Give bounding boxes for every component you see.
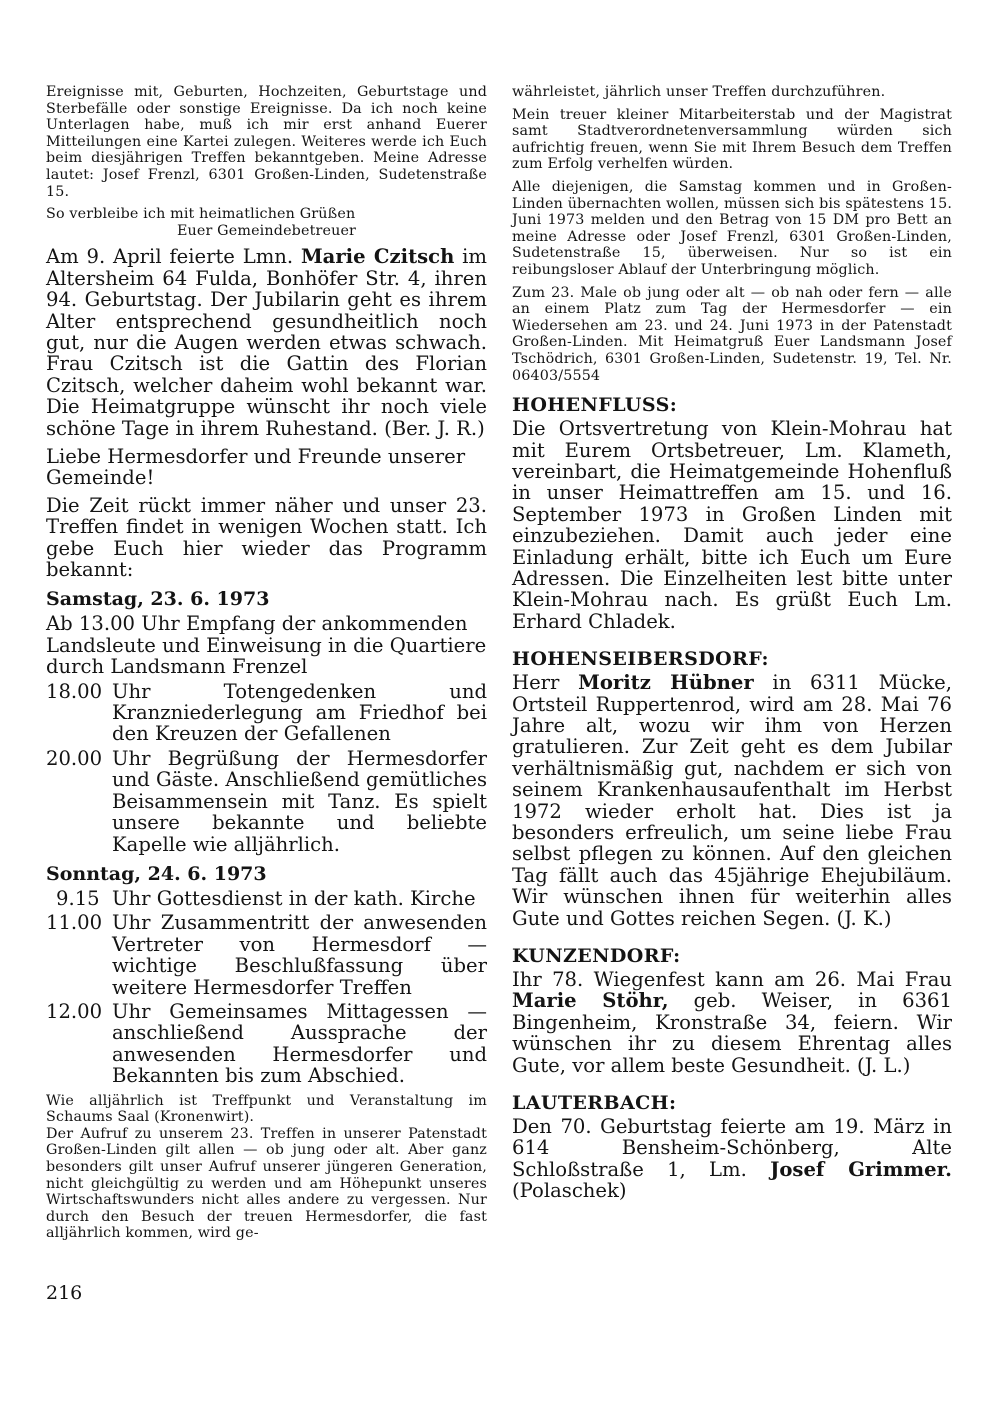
saturday-first-item: Ab 13.00 Uhr Empfang der ankommenden Landsleute und Einweisung in die Quartiere durch Landsmann Frenzel [46,612,487,679]
paragraph-ereignisse: Ereignisse mit, Geburten, Hochzeiten, Geburtstage und Sterbefälle oder sonstige Ereignisse. Da ich noch keine Unterlagen habe, muß ich mir erst anhand Euerer Mitteilungen eine Kartei zulegen. Weiteres werde ich Euch beim diesjährigen Treffen bekanntgeben. Meine Adresse lautet: Josef Frenzl, 6301 Großen-Linden, Sudetenstraße 15. [46,84,487,200]
right-column [512,84,952,1202]
paragraph-saal: Wie alljährlich ist Treffpunkt und Veranstaltung im Schaums Saal (Kronenwirt). [46,1092,487,1126]
program-intro: Die Zeit rückt immer näher und unser 23. Treffen findet in wenigen Wochen statt. Ich gebe Euch hier wieder das Programm bekannt: [46,493,487,582]
schedule-text: Uhr Gottesdienst in der kath. Kirche [112,886,476,910]
schedule-time: 20.00 [46,746,103,770]
salutation: Liebe Hermesdorfer und Freunde unserer Gemeinde! [46,445,466,490]
section-heading-kunzendorf: KUNZENDORF: [512,945,681,968]
saturday-heading: Samstag, 23. 6. 1973 [46,588,270,611]
person-name: Josef Grimmer. [770,1157,952,1181]
schedule-text: Uhr Gemeinsames Mittagessen — anschließend Aussprache der anwesenden Hermesdorfer und Bekannten bis zum Abschied. [112,999,487,1088]
page-number: 216 [46,1282,83,1304]
paragraph-anmeldung: Alle diejenigen, die Samstag kommen und in Großen-Linden übernachten wollen, müssen sich bis spätestens 15. Juni 1973 melden und den Betrag von 15 DM pro Bett an meine Adresse oder Josef Frenzl, 6301 Großen-Linden, Sudetenstraße 15, überweisen. Nur so ist ein reibungsloser Ablauf der Unterbringung möglich. [512,178,953,278]
paragraph-mitarbeiterstab: Mein treuer kleiner Mitarbeiterstab und der Magistrat samt Stadtverordnetenversammlung würden sich aufrichtig freuen, wenn Sie mit Ihrem Besuch dem Treffen zum Erfolg verhelfen würden. [512,106,952,173]
person-name: Moritz Hübner [578,671,754,695]
section-heading-lauterbach: LAUTERBACH: [512,1092,677,1115]
article-kunzendorf: Ihr 78. Wiegenfest kann am 26. Mai Frau Marie Stöhr, geb. Weiser, in 6361 Bingenheim, Kronstraße 34, feiern. Wir wünschen ihr zu diesem Ehrentag alles Gute, vor allem beste Gesundheit. (J. L.) [512,968,952,1077]
section-heading-hohenseibersdorf: HOHENSEIBERSDORF: [512,648,769,671]
schedule-time: 18.00 [46,679,103,703]
person-name: Marie Stöhr, [512,989,669,1013]
schedule-text: Uhr Begrüßung der Hermesdorfer und Gäste. Anschließend gemütliches Beisammensein mit Tanz. Es spielt unsere bekannte und beliebte Kapelle wie alljährlich. [112,746,487,856]
schedule-time: 11.00 [46,911,103,935]
left-column [46,84,487,1242]
schedule-text: Uhr Totengedenken und Kranzniederlegung am Friedhof bei den Kreuzen der Gefallenen [112,679,487,746]
schedule-item [46,748,487,855]
sunday-heading: Sonntag, 24. 6. 1973 [46,862,267,885]
paragraph-aufruf: Der Aufruf zu unserem 23. Treffen in unserer Patenstadt Großen-Linden gilt allen — ob jung oder alt. Aber ganz besonders gilt unser Aufruf unserer jüngeren Generation, nicht gleichgültig zu werden und am Höhepunkt unseres Wirtschaftswunders nicht alles andere zu vergessen. Nur durch den Besuch der treuen Hermesdorfer, die fast alljährlich kommen, wird ge- [46,1125,487,1242]
section-heading-hohenfluss: HOHENFLUSS: [512,394,678,417]
schedule-time: 9.15 [56,886,100,910]
schedule-item [46,912,487,998]
closing-greeting: So verbleibe ich mit heimatlichen Grüßen [46,206,356,223]
person-name: Marie Czitsch [300,245,455,269]
schedule-item [46,681,487,745]
closing-signature: Euer Gemeindebetreuer [176,222,357,239]
article-hohenfluss: Die Ortsvertretung von Klein-Mohrau hat mit Eurem Ortsbetreuer, Lm. Klameth, vereinbart, die Heimatgemeinde Hohenfluß in unser Heimattreffen am 15. und 16. September 1973 in Großen Linden mit einzubeziehen. Damit auch jeder eine Einladung erhält, bitte ich Euch um Eure Adressen. Die Einzelheiten lest bitte unter Klein-Mohrau nach. Es grüßt Euch Lm. Erhard Chladek. [512,417,952,633]
paragraph-aufruf-wiedersehen: Zum 23. Male ob jung oder alt — ob nah oder fern — alle an einem Platz zum Tag der Hermesdorfer — ein Wiedersehen am 23. und 24. Juni 1973 in der Patenstadt Großen-Linden. Mit Heimatgruß Euer Landsmann Josef Tschödrich, 6301 Großen-Linden, Sudetenstr. 19, Tel. Nr. 06403/5554 [512,284,952,384]
schedule-item [46,1001,487,1087]
paragraph-continuation: währleistet, jährlich unser Treffen durchzuführen. [512,84,886,100]
schedule-time: 12.00 [46,999,103,1023]
article-hohenseibersdorf: Herr Moritz Hübner in 6311 Mücke, Ortsteil Ruppertenrod, wird am 28. Mai 76 Jahre alt, wozu wir ihm von Herzen gratulieren. Zur Zeit geht es dem Jubilar verhältnismäßig gut, nachdem er sich von seinem Krankenhausaufenthalt im Herbst 1972 wieder erholt hat. Dies ist ja besonders erfreulich, um seine liebe Frau selbst pflegen zu können. Auf den gleichen Tag fällt auch das 45jährige Ehejubiläum. Wir wünschen ihnen für weiterhin alles Gute und Gottes reichen Segen. (J. K.) [512,671,952,930]
article-czitsch: Am 9. April feierte Lmn. Marie Czitsch im Altersheim 64 Fulda, Bonhöfer Str. 4, ihren 94. Geburtstag. Der Jubilarin geht es ihrem Alter entsprechend gesundheitlich noch gut, nur die Augen werden etwas schwach. Frau Czitsch ist die Gattin des Florian Czitsch, welcher daheim wohl bekannt war. Die Heimatgruppe wünscht ihr noch viele schöne Tage in ihrem Ruhestand. (Ber. J. R.) [46,245,488,440]
schedule-text: Uhr Zusammentritt der anwesenden Vertreter von Hermesdorf — wichtige Beschlußfassung über weitere Hermesdorfer Treffen [112,911,487,999]
schedule-item [46,888,487,909]
article-lauterbach: Den 70. Geburtstag feierte am 19. März in 614 Bensheim-Schönberg, Alte Schloßstraße 1, Lm. Josef Grimmer. (Polaschek) [512,1115,952,1203]
